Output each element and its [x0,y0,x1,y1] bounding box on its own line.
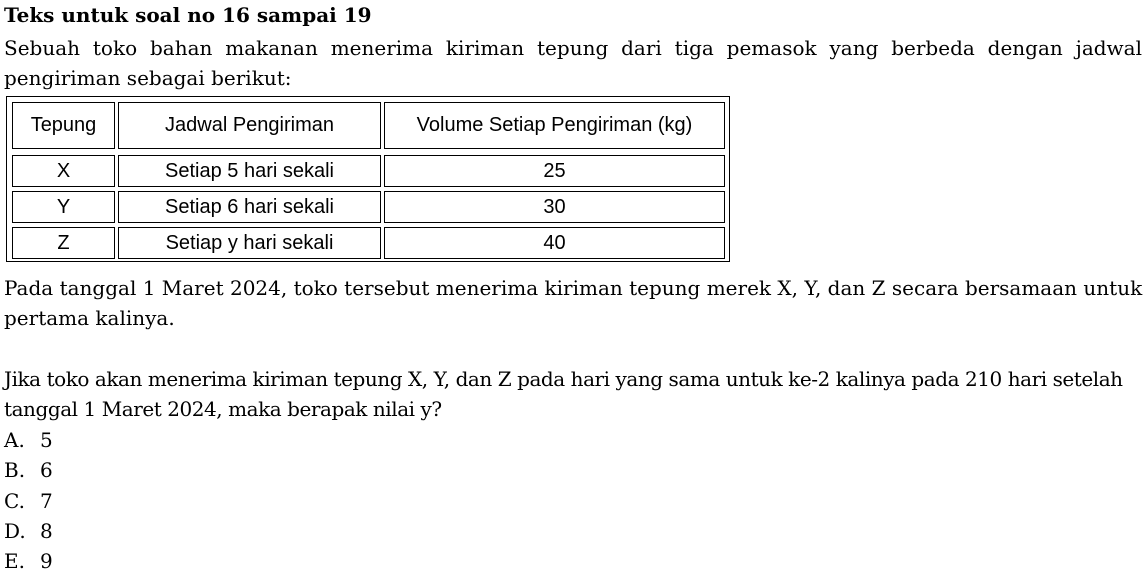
table-cell-tepung: X [12,155,115,187]
option-letter: C. [4,488,25,513]
table-cell-tepung: Y [12,191,115,223]
option-value: 6 [40,458,53,483]
question-text: Jika toko akan menerima kiriman tepung X, Y, dan Z pada hari yang sama untuk ke-2 kalinya pada 210 hari setelah tanggal 1 Maret 2024, maka berapak nilai y? [4,367,1123,421]
option-value: 8 [40,518,53,543]
table-cell-tepung: Z [12,227,115,259]
context-paragraph: Pada tanggal 1 Maret 2024, toko tersebut menerima kiriman tepung merek X, Y, dan Z secara bersamaan untuk pertama kalinya. [4,276,1143,330]
option-value: 9 [40,549,53,574]
table-cell-jadwal: Setiap 5 hari sekali [118,155,381,187]
option-letter: A. [4,428,25,452]
table-cell-jadwal: Setiap 6 hari sekali [118,191,381,223]
table-cell-volume: 30 [384,191,725,223]
option-value: 5 [40,428,53,452]
answer-option[interactable] [4,546,53,576]
table-cell-jadwal: Setiap y hari sekali [118,227,381,259]
answer-option[interactable] [4,425,53,455]
table-header-tepung: Tepung [12,102,115,149]
answer-option[interactable] [4,516,53,546]
answer-option[interactable] [4,486,53,516]
intro-paragraph: Sebuah toko bahan makanan menerima kiriman tepung dari tiga pemasok yang berbeda dengan jadwal pengiriman sebagai berikut: [4,36,1142,90]
table-header-volume: Volume Setiap Pengiriman (kg) [384,102,725,149]
table-cell-volume: 25 [384,155,725,187]
option-letter: B. [4,458,26,483]
delivery-schedule-table [6,96,730,262]
option-letter: E. [4,549,25,574]
answer-options [4,425,53,576]
answer-option[interactable] [4,455,53,485]
option-letter: D. [4,518,26,543]
table-header-jadwal: Jadwal Pengiriman [118,102,381,149]
section-heading: Teks untuk soal no 16 sampai 19 [4,3,372,27]
table-cell-volume: 40 [384,227,725,259]
option-value: 7 [40,488,53,513]
